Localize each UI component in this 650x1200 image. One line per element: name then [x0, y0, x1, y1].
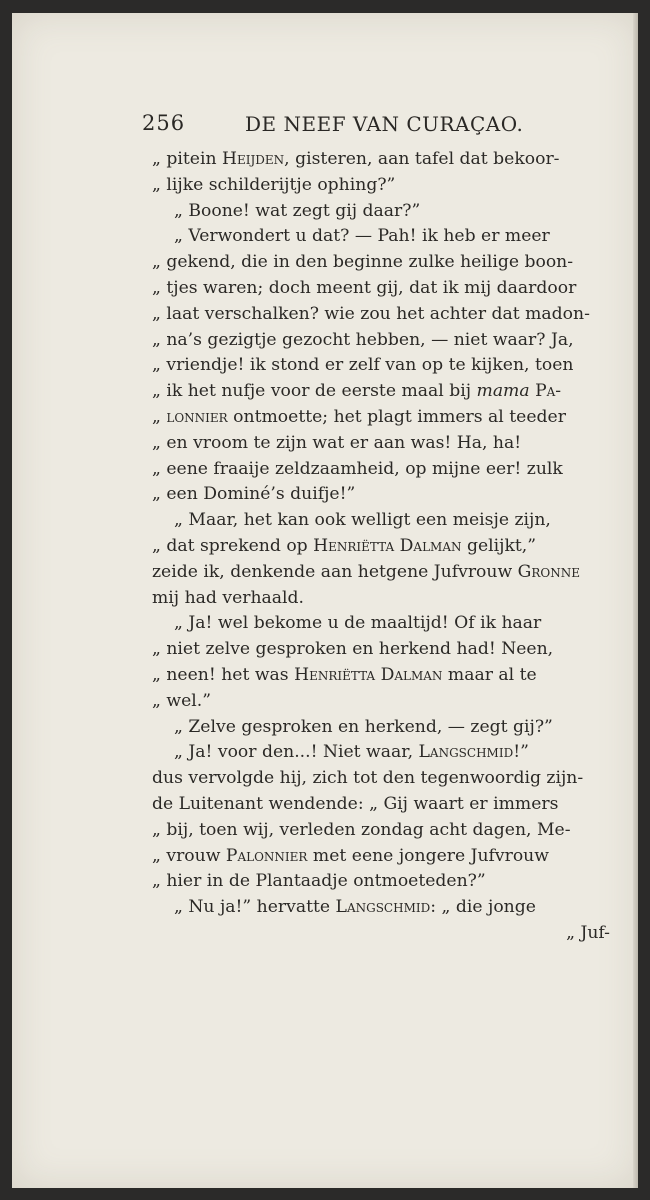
text-line — [152, 405, 610, 431]
line-text: „ wel.” — [152, 690, 211, 711]
line-text: „ Juf- — [566, 922, 610, 943]
line-text: „ na’s gezigtje gezocht hebben, — niet waar? Ja, — [152, 329, 574, 350]
line-text: „ pitein Heijden, gisteren, aan tafel dat bekoor- — [152, 149, 560, 169]
running-title: DE NEEF VAN CURAÇAO. — [245, 112, 524, 136]
text-line — [152, 328, 610, 354]
line-text: „ vriendje! ik stond er zelf van op te kijken, toen — [152, 355, 574, 376]
text-line — [152, 611, 610, 637]
text-line — [152, 250, 610, 276]
line-text: „ vrouw Palonnier met eene jongere Jufvrouw — [152, 845, 549, 866]
line-text: „ laat verschalken? wie zou het achter dat madon- — [152, 303, 590, 324]
line-text: zeide ik, denkende aan hetgene Jufvrouw Gronne — [152, 561, 581, 582]
page-number: 256 — [142, 111, 186, 135]
text-line — [152, 766, 610, 792]
page-body — [152, 147, 610, 947]
line-text: „ dat sprekend op Henriëtta Dalman gelijkt,” — [152, 535, 537, 556]
text-line — [152, 715, 610, 741]
text-line — [152, 895, 610, 921]
line-text: „ Ja! voor den...! Niet waar, Langschmid!” — [174, 742, 529, 763]
text-line — [152, 199, 610, 225]
text-line — [152, 302, 610, 328]
text-line — [152, 353, 610, 379]
line-text: „ neen! het was Henriëtta Dalman maar al te — [152, 664, 537, 685]
line-text: „ eene fraaije zeldzaamheid, op mijne eer! zulk — [152, 458, 563, 479]
line-text: „ gekend, die in den beginne zulke heilige boon- — [152, 252, 574, 273]
line-text: „ ik het nufje voor de eerste maal bij mama Pa- — [152, 381, 562, 402]
text-line — [152, 663, 610, 689]
line-text: „ tjes waren; doch meent gij, dat ik mij daardoor — [152, 277, 577, 298]
text-line — [152, 508, 610, 534]
text-line — [152, 173, 610, 199]
text-line — [152, 482, 610, 508]
line-text: „ bij, toen wij, verleden zondag acht dagen, Me- — [152, 819, 571, 840]
line-text: „ Boone! wat zegt gij daar?” — [174, 200, 421, 221]
text-line — [152, 457, 610, 483]
text-line — [152, 869, 610, 895]
line-text: dus vervolgde hij, zich tot den tegenwoordig zijn- — [152, 768, 584, 789]
text-line — [152, 921, 610, 947]
line-text: „ niet zelve gesproken en herkend had! Neen, — [152, 639, 554, 660]
line-text: „ Zelve gesproken en herkend, — zegt gij?” — [174, 716, 553, 737]
text-line — [152, 818, 610, 844]
line-text: „ en vroom te zijn wat er aan was! Ha, ha! — [152, 432, 522, 453]
text-line — [152, 689, 610, 715]
line-text: „ een Dominé’s duifje!” — [152, 484, 356, 505]
page-header — [142, 111, 552, 141]
text-line — [152, 560, 610, 586]
text-line — [152, 586, 610, 612]
text-line — [152, 224, 610, 250]
line-text: de Luitenant wendende: „ Gij waart er immers — [152, 793, 559, 814]
book-page — [12, 13, 638, 1188]
text-line — [152, 147, 610, 173]
page-edge — [633, 13, 638, 1188]
text-line — [152, 740, 610, 766]
text-line — [152, 534, 610, 560]
line-text: „ Nu ja!” hervatte Langschmid: „ die jonge — [174, 897, 536, 918]
line-text: „ Verwondert u dat? — Pah! ik heb er meer — [174, 226, 550, 247]
text-line — [152, 431, 610, 457]
text-line — [152, 844, 610, 870]
line-text: „ Ja! wel bekome u de maaltijd! Of ik haar — [174, 613, 542, 634]
text-line — [152, 637, 610, 663]
line-text: „ lonnier ontmoette; het plagt immers al teeder — [152, 406, 566, 427]
text-line — [152, 792, 610, 818]
line-text: „ lijke schilderijtje ophing?” — [152, 174, 396, 195]
text-line — [152, 276, 610, 302]
line-text: mij had verhaald. — [152, 587, 304, 608]
line-text: „ hier in de Plantaadje ontmoeteden?” — [152, 871, 486, 892]
text-line — [152, 379, 610, 405]
line-text: „ Maar, het kan ook welligt een meisje zijn, — [174, 510, 551, 531]
